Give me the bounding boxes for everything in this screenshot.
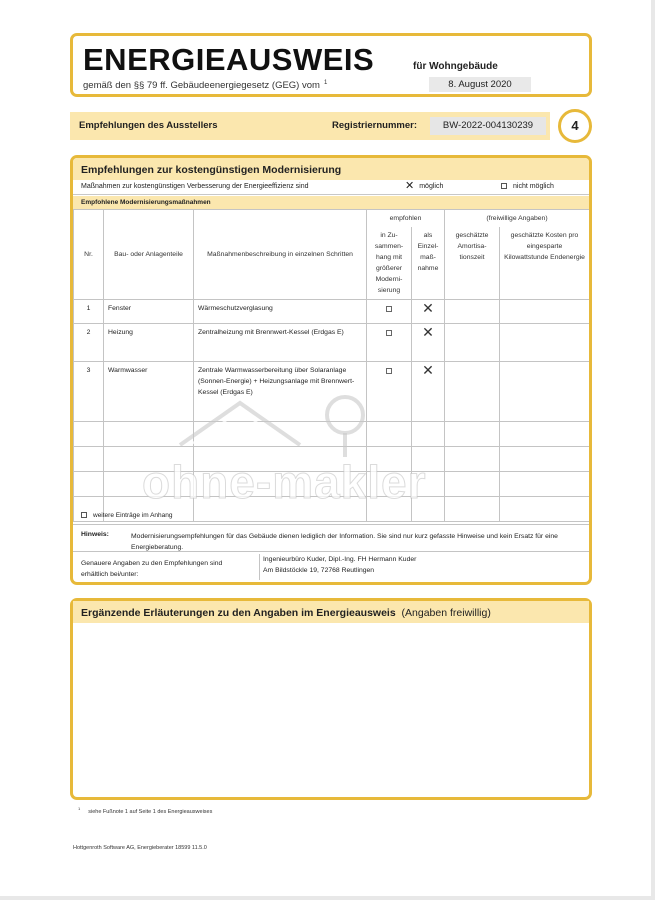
checkbox-icon xyxy=(81,512,87,518)
col-freiwillig: (freiwillige Angaben) xyxy=(445,210,590,228)
col-zusammenhang: in Zu-sammen-hang mit größerer Moderni-sierung xyxy=(367,227,412,300)
checked-x-icon: ✕ xyxy=(405,180,415,192)
option-not-possible: nicht möglich xyxy=(501,183,554,190)
document-header xyxy=(70,33,592,97)
col-nr: Nr. xyxy=(74,210,104,300)
checkbox-icon xyxy=(367,300,412,324)
hint xyxy=(73,524,589,552)
document-title: ENERGIEAUSWEIS xyxy=(83,42,375,77)
table-row: 3 Warmwasser Zentrale Warmwasserbereitung über Solaranlage (Sonnen-Energie) + Heizungsanlage mit Brennwert-Kessel (Erdgas E) ✕ xyxy=(74,362,590,422)
document-subtitle: für Wohngebäude xyxy=(413,61,498,72)
hint-text: Modernisierungsempfehlungen für das Gebäude dienen lediglich der Information. Sie sind nur kurz gefasste Hinweise und kein Ersatz für eine Energieberatung. xyxy=(131,533,558,551)
registration-label: Registriernummer: xyxy=(332,120,417,131)
checkbox-icon xyxy=(367,324,412,362)
law-date: 8. August 2020 xyxy=(429,77,531,92)
house-tree-watermark-icon xyxy=(170,385,390,465)
contact-label: Genauere Angaben zu den Empfehlungen sind erhältlich bei/unter: xyxy=(81,560,223,578)
more-entries: weitere Einträge im Anhang xyxy=(81,512,173,519)
additional-notes-title: Ergänzende Erläuterungen zu den Angaben im Energieausweis (Angaben freiwillig) xyxy=(73,601,589,623)
option-possible: ✕ möglich xyxy=(405,180,444,192)
col-kosten: geschätzte Kosten pro eingesparte Kilowattstunde Endenergie xyxy=(500,227,590,300)
recommendations-title: Empfehlungen zur kostengünstigen Modernisierung xyxy=(73,158,589,180)
table-header-row xyxy=(74,210,590,228)
checked-x-icon: ✕ xyxy=(412,324,445,362)
footnote: $^1$siehe Fußnote 1 auf Seite 1 des Energieausweises xyxy=(78,806,213,815)
col-einzel: als Einzel-maß-nahme xyxy=(412,227,445,300)
additional-notes-box xyxy=(70,598,592,800)
hint-label: Hinweis: xyxy=(81,531,109,538)
recommendations-box xyxy=(70,155,592,585)
page-number-badge: 4 xyxy=(558,109,592,143)
contact-address: Ingenieurbüro Kuder, Dipl.-Ing. FH Hermann Kuder Am Bildstöckle 19, 72768 Reutlingen xyxy=(259,554,416,580)
checked-x-icon: ✕ xyxy=(412,362,445,422)
software-credit: Hottgenroth Software AG, Energieberater 18599 11.5.0 xyxy=(73,845,207,851)
section-bar xyxy=(70,112,550,140)
col-amortisation: geschätzte Amortisa-tionszeit xyxy=(445,227,500,300)
col-beschreibung: Maßnahmenbeschreibung in einzelnen Schritten xyxy=(194,210,367,300)
col-empfohlen: empfohlen xyxy=(367,210,445,228)
table-row: 1 Fenster Wärmeschutzverglasung ✕ xyxy=(74,300,590,324)
law-reference: gemäß den §§ 79 ff. Gebäudeenergiegesetz (GEG) vom $^1$ xyxy=(83,80,328,92)
table-row: 2 Heizung Zentralheizung mit Brennwert-Kessel (Erdgas E) ✕ xyxy=(74,324,590,362)
recommended-measures-header: Empfohlene Modernisierungsmaßnahmen xyxy=(73,196,589,209)
measures-line xyxy=(73,180,589,195)
watermark: ohne-makler xyxy=(142,456,427,508)
checked-x-icon: ✕ xyxy=(412,300,445,324)
footnote-ref: 1 xyxy=(323,80,328,86)
registration-number: BW-2022-004130239 xyxy=(430,117,546,135)
contact-info xyxy=(73,552,589,582)
col-bauteil: Bau- oder Anlagenteile xyxy=(104,210,194,300)
measures-text: Maßnahmen zur kostengünstigen Verbesserung der Energieeffizienz sind xyxy=(81,183,309,190)
section-label: Empfehlungen des Ausstellers xyxy=(79,120,218,131)
checkbox-icon xyxy=(501,183,507,189)
